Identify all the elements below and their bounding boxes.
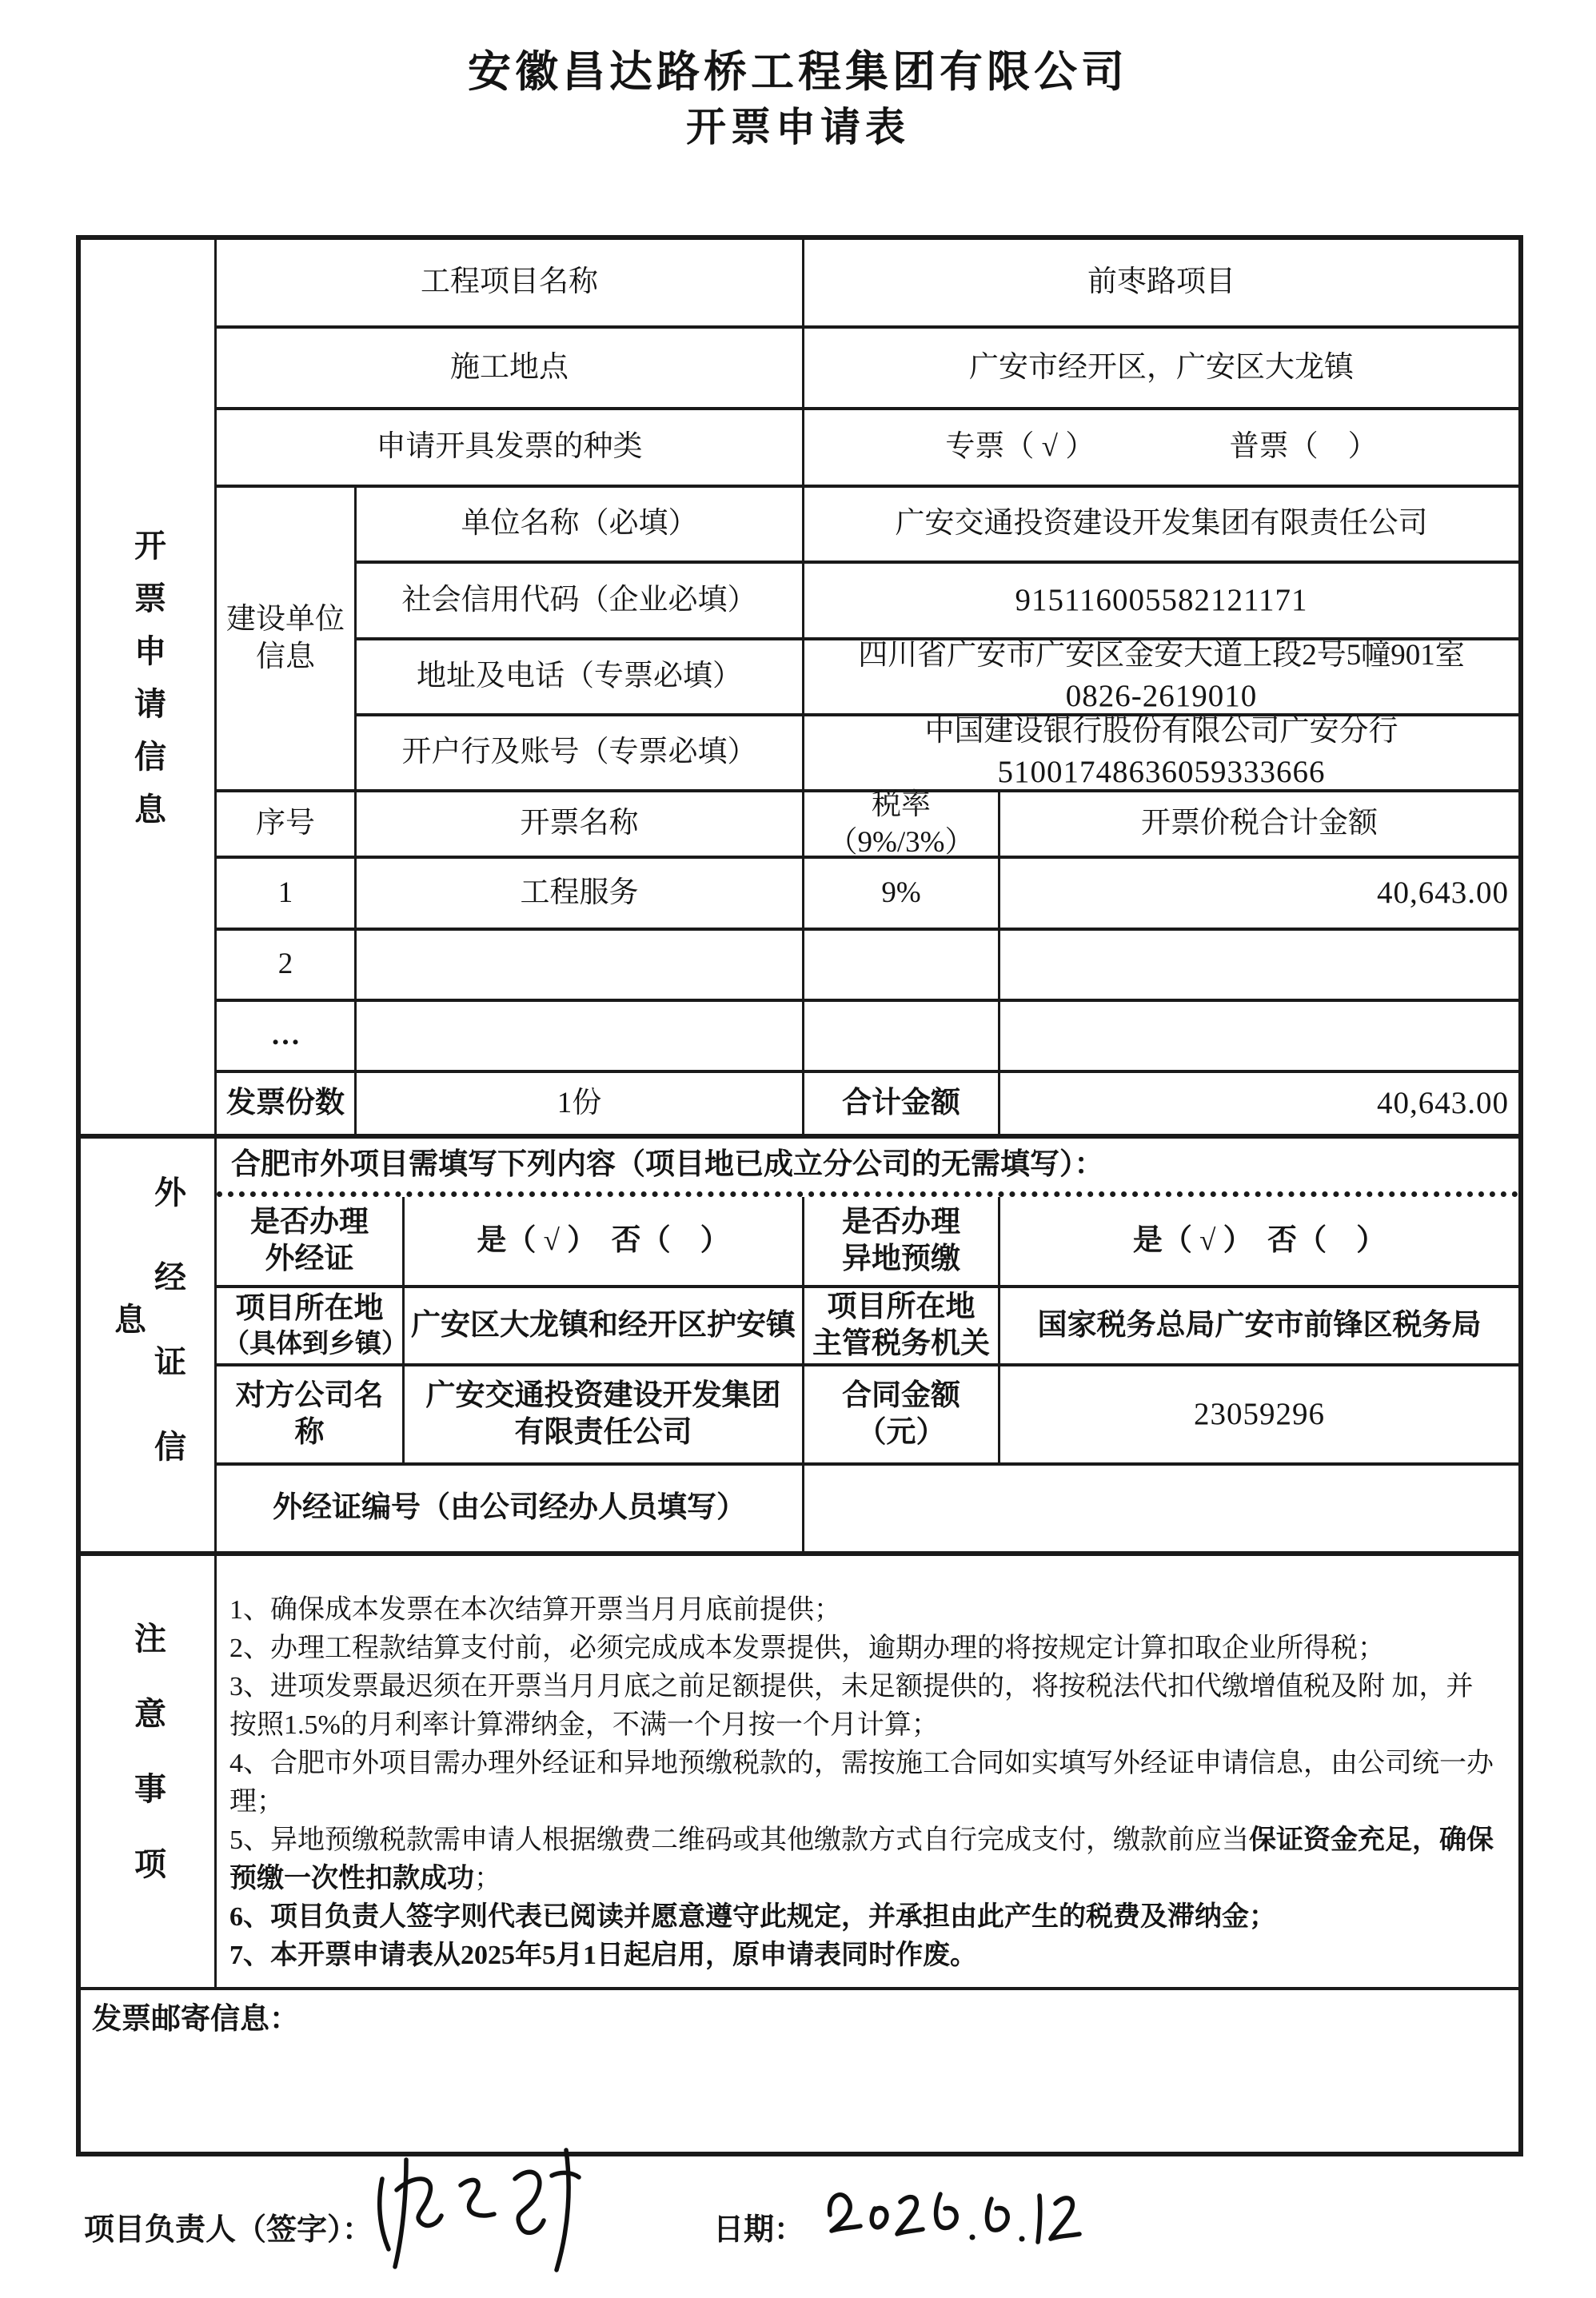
unit-name-label: 单位名称（必填） (357, 488, 804, 564)
construction-site-label: 施工地点 (217, 329, 804, 410)
invoice-type-general-checkbox: 普票（ ） (1229, 430, 1378, 464)
contract-amount-line2: （元） (856, 1416, 946, 1449)
project-name-value: 前枣路项目 (804, 240, 1518, 329)
form-header (0, 46, 1596, 152)
address-line: 四川省广安市广安区金安大道上段2号5幢901室 (858, 639, 1465, 672)
note-item-2: 2、办理工程款结算支付前，必须完成成本发票提供，逾期办理的将按规定计算扣取企业所得税； (229, 1634, 1385, 1663)
section3-side-text: 注意事项 (130, 1621, 166, 1922)
form-title: 开票申请表 (686, 105, 910, 150)
permit-question-label (217, 1197, 405, 1288)
note-item-1: 1、确保成本发票在本次结算开票当月月底前提供； (229, 1595, 841, 1625)
items-header-name: 开票名称 (357, 792, 804, 859)
sign-label: 项目负责人（签字）： (84, 2212, 373, 2247)
section1-side-label (81, 240, 217, 1134)
phone-line: 0826-2619010 (1065, 679, 1258, 714)
item-row-no: 2 (217, 931, 357, 1002)
prepay-question-label (804, 1197, 1000, 1288)
tax-office-value: 国家税务总局广安市前锋区税务局 (1000, 1288, 1518, 1366)
unit-name-value: 广安交通投资建设开发集团有限责任公司 (804, 488, 1518, 564)
item-row-amount (1000, 931, 1518, 1002)
tax-office-line1: 项目所在地 (827, 1290, 976, 1323)
permit-question-line2: 外经证 (265, 1243, 354, 1275)
permit-number-value-empty (804, 1466, 1518, 1551)
item-row-rate (804, 931, 1000, 1002)
counterparty-value: 广安交通投资建设开发集团有限责任公司 (405, 1366, 804, 1466)
credit-code-label: 社会信用代码（企业必填） (357, 564, 804, 640)
contract-amount-line1: 合同金额 (842, 1378, 960, 1412)
item-row-no: … (217, 1002, 357, 1073)
bank-account-value (804, 716, 1518, 792)
permit-answer-checkbox: 是（ √ ） 否（ ） (405, 1197, 804, 1288)
outbound-permit-section (76, 1134, 1523, 1556)
note-item-5: 5、异地预缴税款需申请人根据缴费二维码或其他缴款方式自行完成支付，缴款前应当保证资金充足，确保预缴一次性扣款成功； (229, 1825, 1494, 1893)
signature-handwriting (361, 2132, 601, 2284)
contract-amount-label (804, 1366, 1000, 1466)
items-header-rate: 税率（9%/3%） (804, 792, 1000, 859)
item-row-amount: 40,643.00 (1000, 859, 1518, 931)
items-header-no: 序号 (217, 792, 357, 859)
item-row-name (357, 931, 804, 1002)
invoice-type-special-checkbox: 专票（ √ ） (945, 430, 1095, 464)
note-item-6: 6、项目负责人签字则代表已阅读并愿意遵守此规定，并承担由此产生的税费及滞纳金； (229, 1902, 1276, 1932)
prepay-question-line1: 是否办理 (842, 1205, 960, 1239)
bank-name-line: 中国建设银行股份有限公司广安分行 (924, 715, 1398, 748)
address-phone-label: 地址及电话（专票必填） (357, 640, 804, 716)
bank-account-label: 开户行及账号（专票必填） (357, 716, 804, 792)
item-row-rate: 9% (804, 859, 1000, 931)
item-row-name (357, 1002, 804, 1073)
project-location-label (217, 1288, 408, 1366)
copies-value: 1份 (357, 1073, 804, 1134)
total-label: 合计金额 (804, 1073, 1000, 1134)
account-number-line: 51001748636059333666 (997, 755, 1326, 790)
note-item-7: 7、本开票申请表从2025年5月1日起启用，原申请表同时作废。 (229, 1941, 977, 1970)
tax-office-label (804, 1288, 1000, 1366)
invoice-type-label: 申请开具发票的种类 (217, 410, 804, 488)
signature-row (76, 2154, 1523, 2298)
section1-side-text: 开票申请信息 (130, 529, 166, 845)
date-handwriting (816, 2164, 1103, 2268)
invoice-mailing-info-label: 发票邮寄信息： (92, 2003, 299, 2036)
company-title: 安徽昌达路桥工程集团有限公司 (468, 48, 1128, 96)
note-item-3: 3、进项发票最迟须在开票当月月底之前足额提供，未足额提供的，将按税法代扣代缴增值税及附 加，并按照1.5%的月利率计算滞纳金，不满一个月按一个月计算； (229, 1672, 1474, 1740)
construction-site-value: 广安市经开区，广安区大龙镇 (804, 329, 1518, 410)
invoice-type-value (804, 410, 1518, 488)
address-phone-value (804, 640, 1518, 716)
item-row-rate (804, 1002, 1000, 1073)
prepay-question-line2: 异地预缴 (842, 1243, 960, 1275)
prepay-answer-checkbox: 是（ √ ） 否（ ） (1000, 1197, 1518, 1288)
contract-amount-value: 23059296 (1000, 1366, 1518, 1466)
credit-code-value: 915116005582121171 (804, 564, 1518, 640)
section2-side-text: 外经证信息 (110, 1175, 186, 1514)
section3-side-label (81, 1556, 217, 1990)
notes-section (76, 1551, 1523, 2156)
note-item-4: 4、合肥市外项目需办理外经证和异地预缴税款的，需按施工合同如实填写外经证申请信息，由公司统一办理； (229, 1749, 1494, 1817)
section2-header-note: 合肥市外项目需填写下列内容（项目地已成立分公司的无需填写）： (217, 1139, 1518, 1197)
permit-question-line1: 是否办理 (250, 1205, 369, 1239)
items-header-amount: 开票价税合计金额 (1000, 792, 1518, 859)
notes-text-block (217, 1556, 1518, 1990)
project-name-label: 工程项目名称 (217, 240, 804, 329)
copies-label: 发票份数 (217, 1073, 357, 1134)
item-row-amount (1000, 1002, 1518, 1073)
invoice-request-section (76, 235, 1523, 1139)
counterparty-label: 对方公司名称 (217, 1366, 405, 1466)
item-row-no: 1 (217, 859, 357, 931)
builder-info-group-label: 建设单位信息 (217, 488, 357, 792)
tax-office-line2: 主管税务机关 (812, 1327, 990, 1360)
project-location-value: 广安区大龙镇和经开区护安镇 (405, 1288, 804, 1366)
total-value: 40,643.00 (1377, 1085, 1509, 1120)
permit-number-label: 外经证编号（由公司经办人员填写） (217, 1466, 804, 1551)
section2-side-label (81, 1139, 217, 1551)
project-location-line2: （具体到乡镇） (223, 1329, 408, 1358)
project-location-line1: 项目所在地 (235, 1292, 384, 1326)
item-row-name: 工程服务 (357, 859, 804, 931)
date-label: 日期： (713, 2212, 805, 2247)
